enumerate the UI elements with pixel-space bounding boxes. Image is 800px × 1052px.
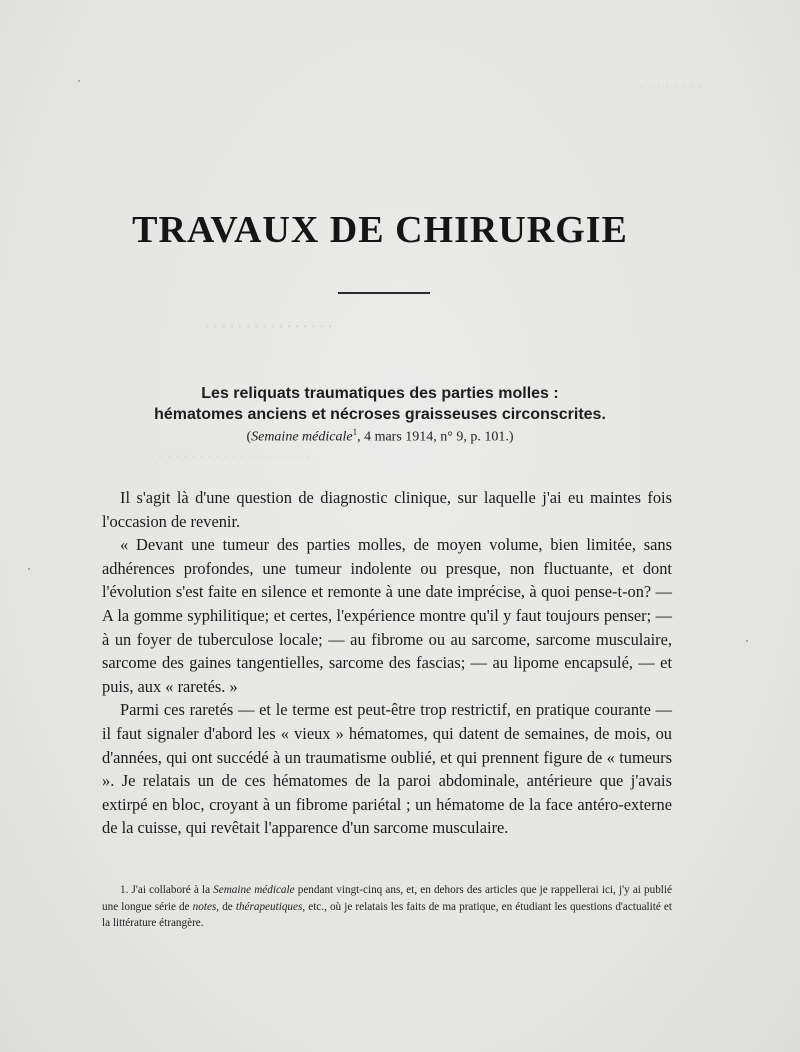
footnote-italic: thérapeutiques [235, 900, 303, 913]
citation-details: , 4 mars 1914, n° 9, p. 101. [357, 429, 509, 445]
article-heading-line: Les reliquats traumatiques des parties molles : [201, 385, 559, 402]
article-citation: (Semaine médicale$^1$, 4 mars 1914, n° 9, p. 101.) [246, 427, 514, 445]
body-paragraph: Parmi ces raretés — et le terme est peut-être trop restrictif, en pratique courante — il faut signaler d'abord les « vieux » hématomes, qui datent de semaines, de mois, ou d'années, qui ont succédé à un traumatisme oublié, et qui prennent figure de « tumeurs ». Je relatais un de ces hématomes de la paroi abdominale, antérieure que j'avais extirpé en bloc, croyant à un fibrome pariétal ; un hématome de la face antéro-externe de la cuisse, qui revêtait l'apparence d'un sarcome musculaire. [102, 700, 672, 838]
footnote-text: , de [216, 900, 236, 913]
paper-speck [746, 640, 748, 642]
bleed-through-text: · · · · · · · · · · · · · · · · [205, 320, 333, 335]
paper-speck [28, 568, 30, 570]
article-heading-line: hématomes anciens et nécroses graisseuses circonscrites. [154, 406, 606, 423]
body-paragraph: « Devant une tumeur des parties molles, de moyen volume, bien limitée, sans adhérences profondes, une tumeur indolente ou presque, non fluctuante, et dont l'évolution s'est faite en silence et remonte à une date imprécise, à quoi pense-t-on? — A la gomme syphilitique; et certes, l'expérience montre qu'il y faut toujours penser; — à un foyer de tuberculose locale; — au fibrome ou au sarcome, sarcome musculaire, sarcome des gaines tangentielles, sarcome des fascias; — au lipome encapsulé, — et puis, aux « raretés. » [102, 535, 672, 696]
title-divider [338, 292, 430, 294]
footnote-reference: 1 [352, 427, 358, 437]
article-heading [0, 383, 760, 425]
page-title: TRAVAUX DE CHIRURGIE [132, 209, 628, 251]
footnote-text: 1. J'ai collaboré à la [120, 884, 214, 896]
footnote-italic: notes [192, 900, 217, 913]
footnote-text: , etc., où je relatais les faits de ma pratique, en étudiant les questions d'actualité et la littérature étrangère. [102, 900, 672, 929]
citation-journal: Semaine médicale [251, 429, 353, 445]
footnote-text: pendant vingt-cinq ans, et, en dehors des articles que je rappellerai ici, j'y ai publié une longue série de [102, 884, 672, 913]
footnote-italic: Semaine médicale [213, 884, 295, 896]
bleed-through-text: · · · · · · · · · · · · · · · · · · · · [150, 450, 310, 465]
article-body [102, 486, 672, 840]
body-paragraph: Il s'agit là d'une question de diagnostic clinique, sur laquelle j'ai eu maintes fois l'occasion de revenir. [102, 488, 672, 531]
bleed-through-text: · · · · · · · · [640, 80, 702, 95]
footnote [102, 882, 672, 932]
paper-speck [78, 80, 80, 82]
